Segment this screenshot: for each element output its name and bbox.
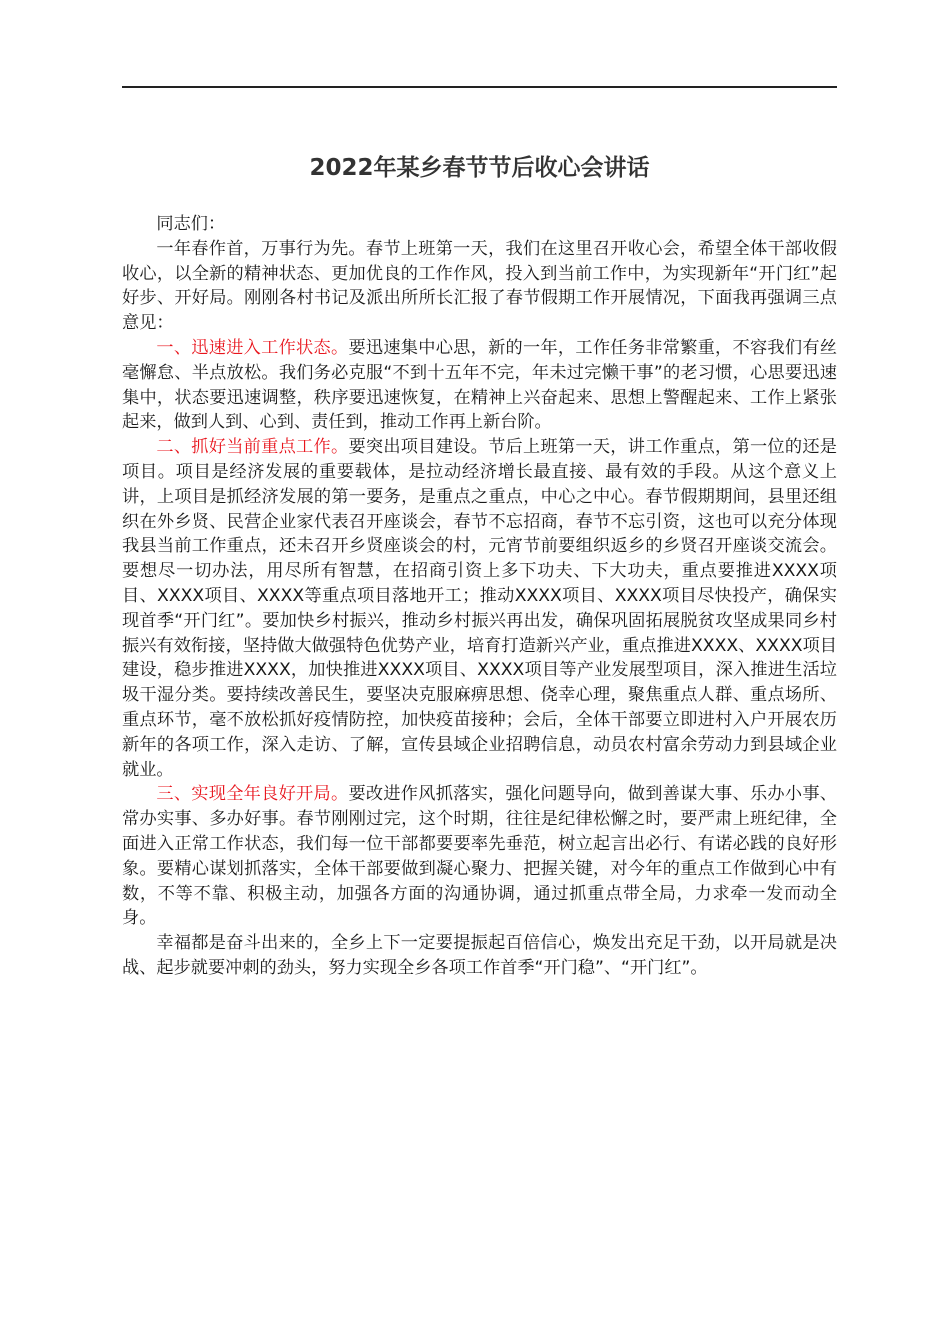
section-paragraph-1 (122, 336, 837, 435)
closing-paragraph: 幸福都是奋斗出来的，全乡上下一定要提振起百倍信心，焕发出充足干劲，以开局就是决战、起步就要冲刺的劲头，努力实现全乡各项工作首季“开门稳”、“开门红”。 (122, 933, 837, 978)
header-rule (122, 86, 837, 88)
section-heading-1: 一、迅速进入工作状态。 (156, 337, 349, 358)
section-heading-2: 二、抓好当前重点工作。 (156, 437, 349, 458)
section-body-3: 要改进作风抓落实，强化问题导向，做到善谋大事、乐办小事、常办实事、多办好事。春节刚刚过完，这个时期，往往是纪律松懈之时，要严肃上班纪律，全面进入正常工作状态，我们每一位干部都要要率先垂范，树立起言出必行、有诺必践的良好形象。要精心谋划抓落实，全体干部要做到凝心聚力、把握关键，对今年的重点工作做到心中有数，不等不靠、积极主动，加强各方面的沟通协调，通过抓重点带全局，力求牵一发而动全身。 (122, 784, 837, 929)
intro-paragraph: 一年春作首，万事行为先。春节上班第一天，我们在这里召开收心会，希望全体干部收假收心，以全新的精神状态、更加优良的工作作风，投入到当前工作中，为实现新年“开门红”起好步、开好局。刚刚各村书记及派出所所长汇报了春节假期工作开展情况，下面我再强调三点意见： (122, 238, 837, 334)
section-body-2: 要突出项目建设。节后上班第一天，讲工作重点，第一位的还是项目。项目是经济发展的重要载体，是拉动经济增长最直接、最有效的手段。从这个意义上讲，上项目是抓经济发展的第一要务，是重点之重点，中心之中心。春节假期期间，县里还组织在外乡贤、民营企业家代表召开座谈会，春节不忘招商，春节不忘引资，这也可以充分体现我县当前工作重点，还未召开乡贤座谈会的村，元宵节前要组织返乡的乡贤召开座谈交流会。要想尽一切办法，用尽所有智慧，在招商引资上多下功夫、下大功夫，重点要推进XXXX项目、XXXX项目、XXXX等重点项目落地开工；推动XXXX项目、XXXX项目尽快投产，确保实现首季“开门红”。要加快乡村振兴，推动乡村振兴再出发，确保巩固拓展脱贫攻坚成果同乡村振兴有效衔接，坚持做大做强特色优势产业，培育打造新兴产业，重点推进XXXX、XXXX项目建设，稳步推进XXXX，加快推进XXXX项目、XXXX项目等产业发展型项目，深入推进生活垃圾干湿分类。要持续改善民生，要坚决克服麻痹思想、侥幸心理，聚焦重点人群、重点场所、重点环节，毫不放松抓好疫情防控，加快疫苗接种；会后，全体干部要立即进村入户开展农历新年的各项工作，深入走访、了解，宣传县域企业招聘信息，动员农村富余劳动力到县域企业就业。 (122, 437, 837, 780)
section-paragraph-3 (122, 782, 837, 931)
salutation: 同志们： (156, 214, 226, 234)
section-body-1: 要迅速集中心思，新的一年，工作任务非常繁重，不容我们有丝毫懈怠、半点放松。我们务必克服“不到十五年不完，年未过完懒干事”的老习惯，心思要迅速集中，状态要迅速调整，秩序要迅速恢复，在精神上兴奋起来、思想上警醒起来、工作上紧张起来，做到人到、心到、责任到，推动工作再上新台阶。 (122, 337, 837, 433)
document-title: 2022年某乡春节节后收心会讲话 (309, 155, 650, 181)
document-body (122, 212, 837, 981)
section-heading-3: 三、实现全年良好开局。 (156, 784, 349, 805)
section-paragraph-2 (122, 435, 837, 782)
